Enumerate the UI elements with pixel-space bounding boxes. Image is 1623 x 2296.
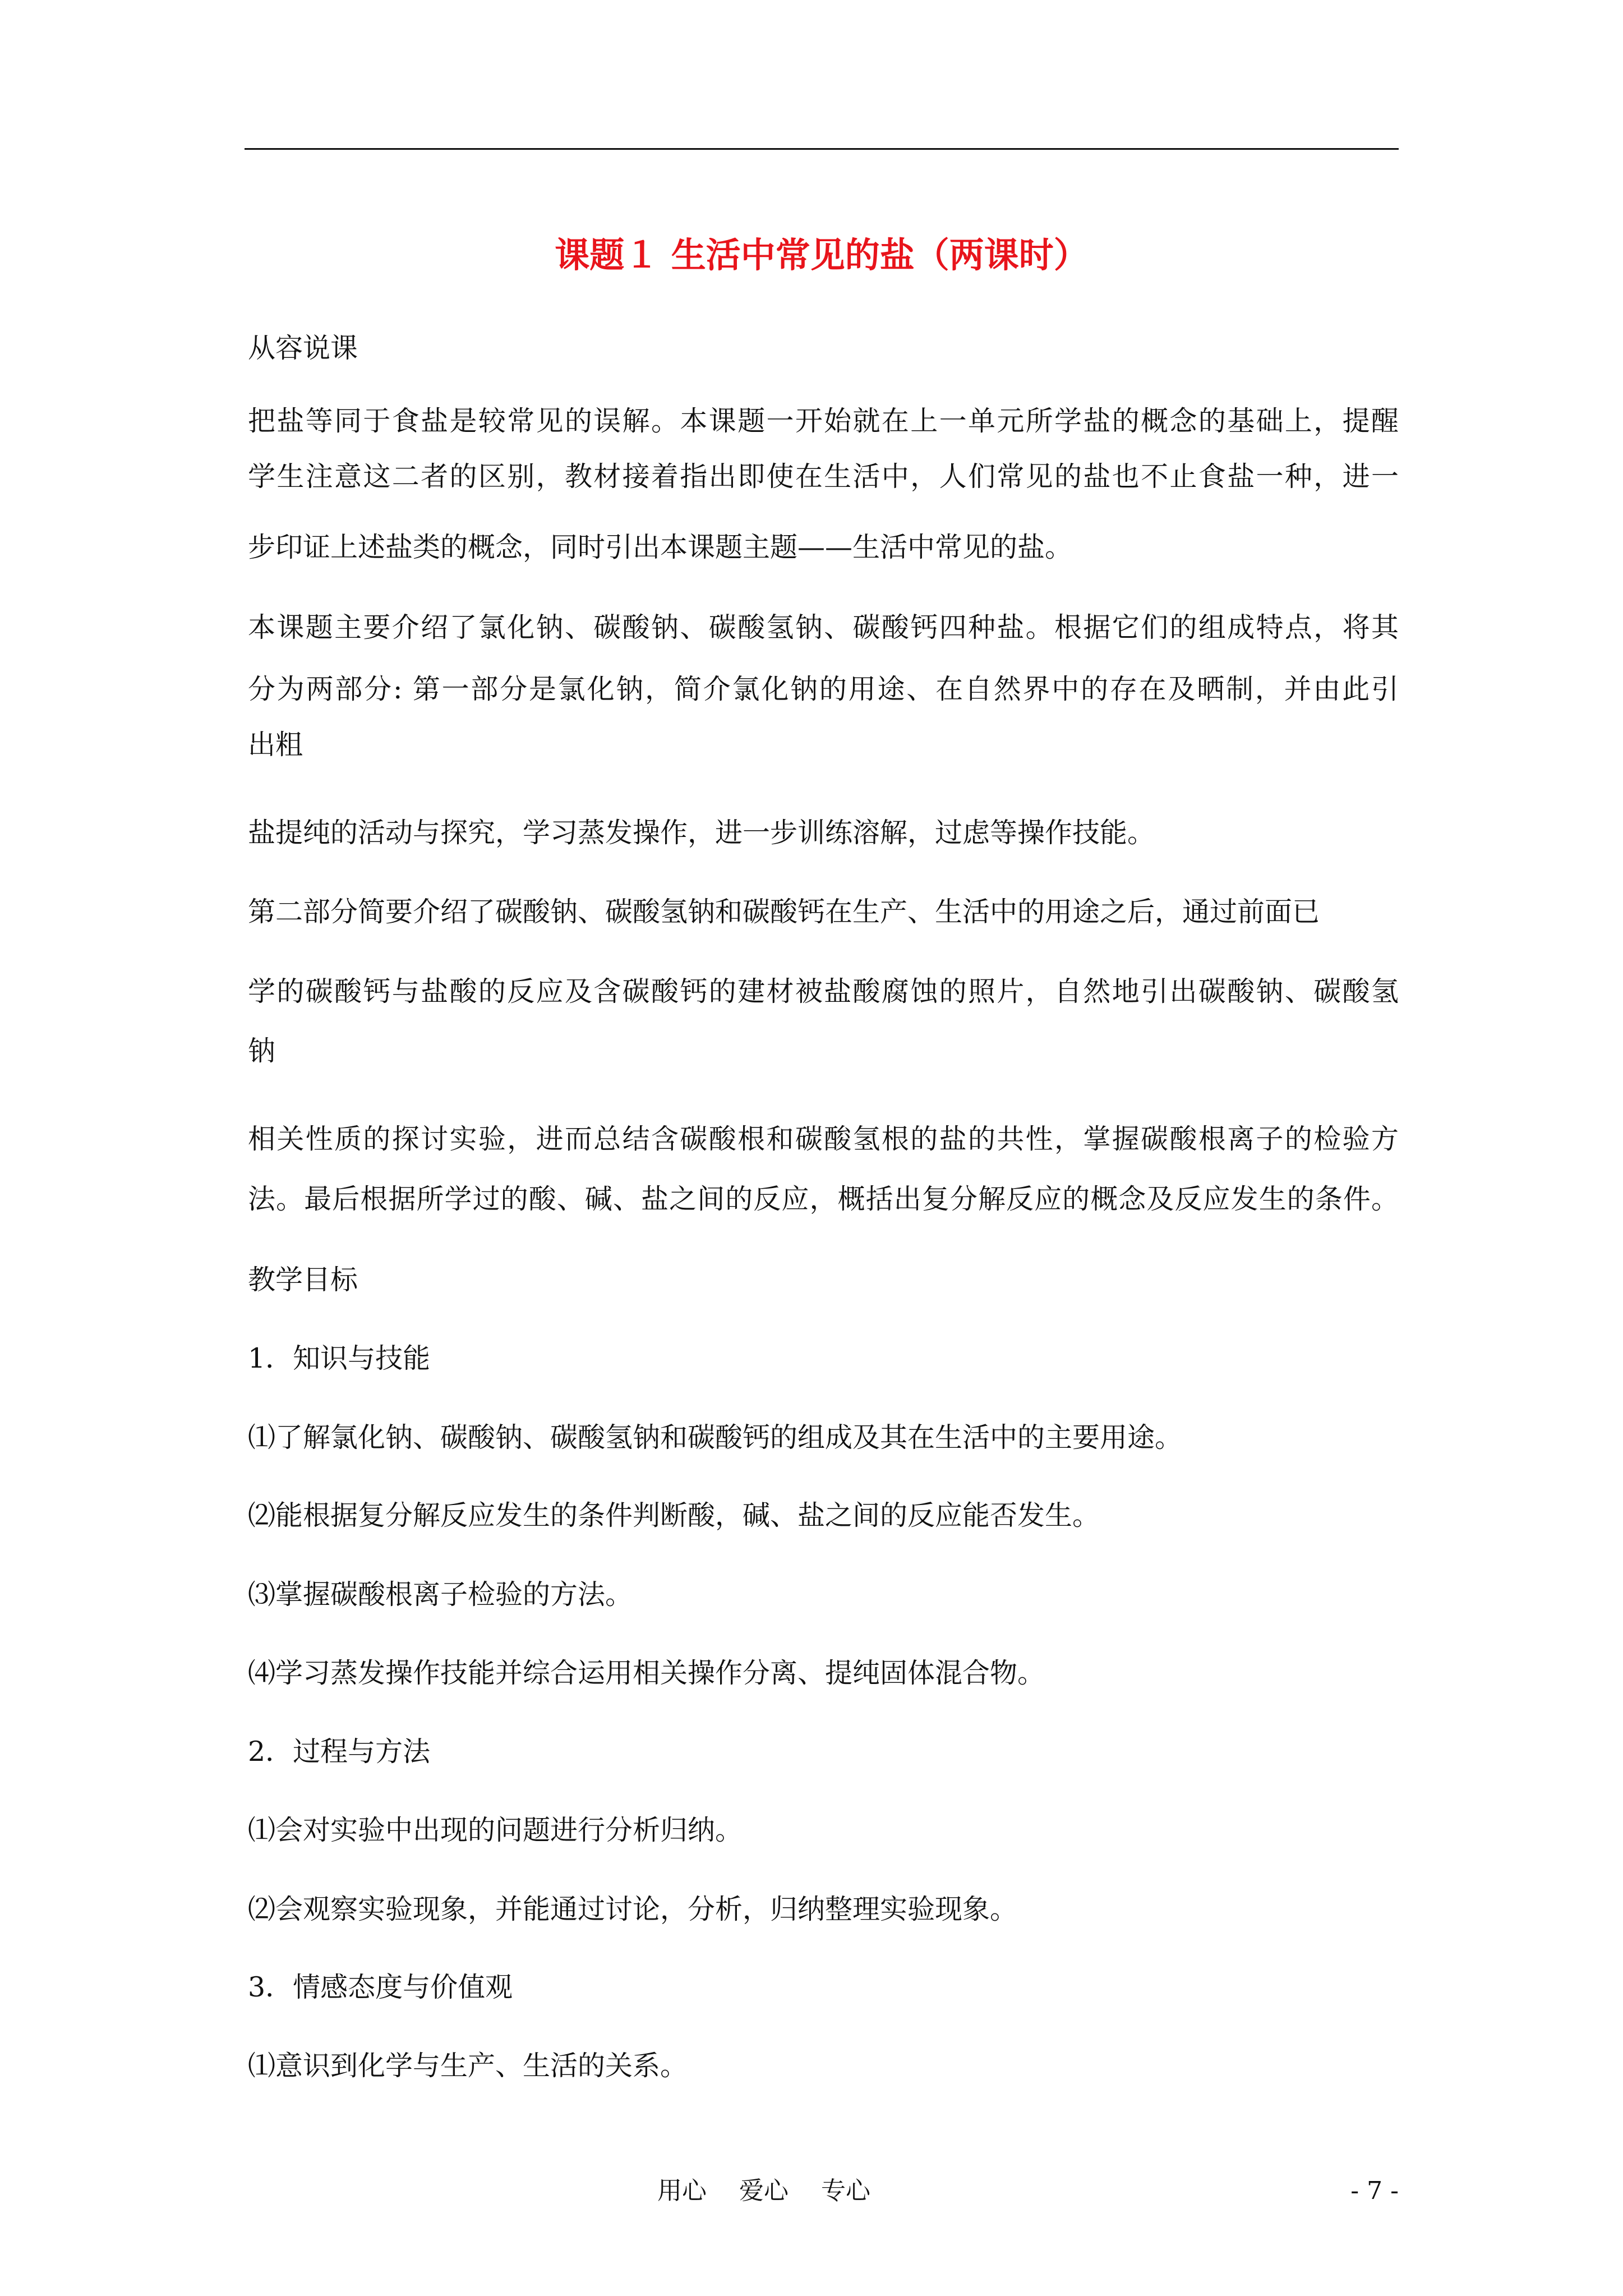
lesson-title: 课题１ 生活中常见的盐（两课时） [555,234,1089,275]
footer-motto: 用心 爱心 专心 [657,2177,870,2205]
list-item: ⑵会观察实验现象，并能通过讨论，分析，归纳整理实验现象。 [248,1893,1018,1925]
paragraph-line: 出粗 [248,729,303,761]
subsection-heading: 1．知识与技能 [248,1342,431,1374]
paragraph-line: 第二部分简要介绍了碳酸钠、碳酸氢钠和碳酸钙在生产、生活中的用途之后，通过前面已 [248,896,1320,928]
list-item: ⑴意识到化学与生产、生活的关系。 [248,2050,688,2082]
paragraph-line: 钠 [248,1035,276,1067]
list-item: ⑴了解氯化钠、碳酸钠、碳酸氢钠和碳酸钙的组成及其在生活中的主要用途。 [248,1421,1183,1453]
list-item: ⑶掌握碳酸根离子检验的方法。 [248,1579,633,1611]
paragraph-line: 法。最后根据所学过的酸、碱、盐之间的反应，概括出复分解反应的概念及反应发生的条件。 [248,1183,1399,1215]
section-heading-intro: 从容说课 [248,332,358,364]
paragraph-line: 学的碳酸钙与盐酸的反应及含碳酸钙的建材被盐酸腐蚀的照片，自然地引出碳酸钠、碳酸氢 [248,976,1399,1007]
paragraph-line: 学生注意这二者的区别，教材接着指出即使在生活中，人们常见的盐也不止食盐一种，进一 [248,461,1399,493]
paragraph-line: 本课题主要介绍了氯化钠、碳酸钠、碳酸氢钠、碳酸钙四种盐。根据它们的组成特点，将其 [248,611,1399,643]
subsection-heading: 3．情感态度与价值观 [248,1971,513,2003]
paragraph-line: 把盐等同于食盐是较常见的误解。本课题一开始就在上一单元所学盐的概念的基础上，提醒 [248,405,1399,437]
subsection-heading: 2．过程与方法 [248,1736,431,1768]
header-rule [245,148,1399,150]
paragraph-line: 相关性质的探讨实验，进而总结含碳酸根和碳酸氢根的盐的共性，掌握碳酸根离子的检验方 [248,1123,1399,1155]
page-number: - 7 - [1350,2177,1399,2205]
list-item: ⑴会对实验中出现的问题进行分析归纳。 [248,1814,743,1846]
list-item: ⑷学习蒸发操作技能并综合运用相关操作分离、提纯固体混合物。 [248,1657,1045,1689]
section-heading-objectives: 教学目标 [248,1264,358,1296]
paragraph-line: 分为两部分: 第一部分是氯化钠，简介氯化钠的用途、在自然界中的存在及晒制，并由此引 [248,673,1399,705]
paragraph-line: 步印证上述盐类的概念，同时引出本课题主题——生活中常见的盐。 [248,531,1073,563]
list-item: ⑵能根据复分解反应发生的条件判断酸，碱、盐之间的反应能否发生。 [248,1499,1100,1531]
paragraph-line: 盐提纯的活动与探究，学习蒸发操作，进一步训练溶解，过虑等操作技能。 [248,817,1155,849]
